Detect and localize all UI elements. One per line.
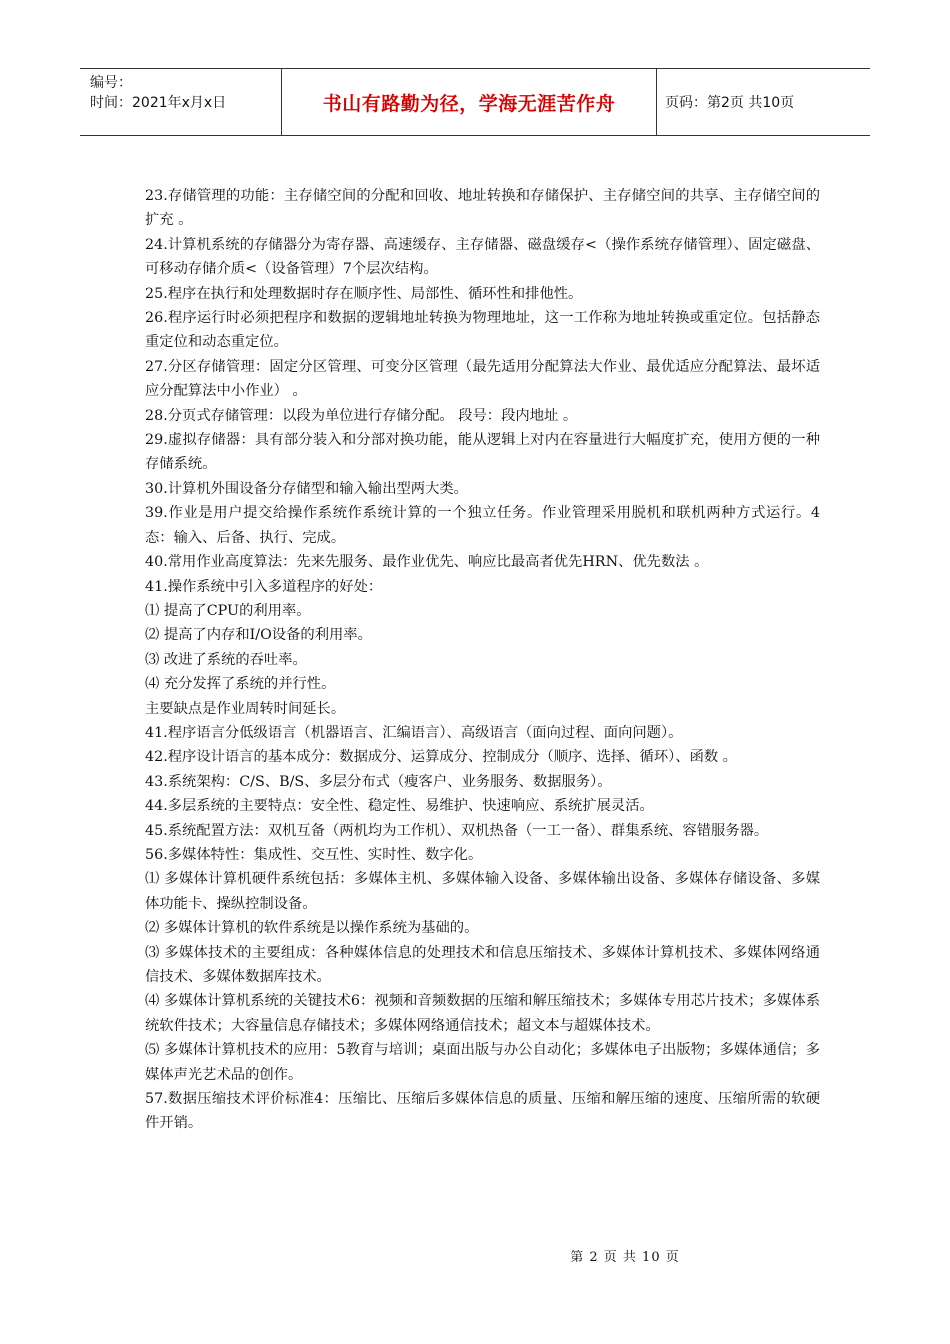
header-page-info: 页码：第2页 共10页: [665, 95, 795, 111]
paragraph: 45.系统配置方法：双机互备（两机均为工作机）、双机热备（一工一备）、群集系统、容错服务器。: [145, 822, 769, 839]
list-item: ⑷ 多媒体计算机系统的关键技术6：视频和音频数据的压缩和解压缩技术；多媒体专用芯片技术；多媒体系统软件技术；大容量信息存储技术；多媒体网络通信技术；超文本与超媒体技术。: [145, 993, 820, 1034]
list-item: ⑵ 提高了内存和I/O设备的利用率。: [145, 627, 372, 644]
time-label: 时间：2021年x月x日: [90, 95, 227, 111]
paragraph: 41.程序语言分低级语言（机器语言、汇编语言）、高级语言（面向过程、面向问题）。: [145, 724, 683, 741]
paragraph: 27.分区存储管理：固定分区管理、可变分区管理（最先适用分配算法大作业、最优适应分配算法、最坏适应分配算法中小作业） 。: [145, 358, 820, 400]
paragraph: 39.作业是用户提交给操作系统作系统计算的一个独立任务。作业管理采用脱机和联机两种方式运行。4态：输入、后备、执行、完成。: [145, 505, 820, 546]
list-item: ⑸ 多媒体计算机技术的应用：5教育与培训；桌面出版与办公自动化；多媒体电子出版物；多媒体通信；多媒体声光艺术品的创作。: [145, 1042, 820, 1083]
paragraph: 43.系统架构：C/S、B/S、多层分布式（瘦客户、业务服务、数据服务）。: [145, 773, 612, 790]
list-item: ⑶ 改进了系统的吞吐率。: [145, 651, 307, 668]
document-header: [80, 68, 870, 136]
list-item: ⑴ 多媒体计算机硬件系统包括：多媒体主机、多媒体输入设备、多媒体输出设备、多媒体存储设备、多媒体功能卡、操纵控制设备。: [145, 871, 820, 912]
paragraph: 28.分页式存储管理：以段为单位进行存储分配。 段号：段内地址 。: [145, 407, 578, 424]
list-item: ⑶ 多媒体技术的主要组成：各种媒体信息的处理技术和信息压缩技术、多媒体计算机技术、多媒体网络通信技术、多媒体数据库技术。: [145, 944, 820, 985]
paragraph: 26.程序运行时必须把程序和数据的逻辑地址转换为物理地址，这一工作称为地址转换或重定位。包括静态重定位和动态重定位。: [145, 310, 820, 351]
paragraph: 41.操作系统中引入多道程序的好处：: [145, 578, 383, 595]
paragraph: 42.程序设计语言的基本成分：数据成分、运算成分、控制成分（顺序、选择、循环）、函数 。: [145, 749, 738, 766]
paragraph: 56.多媒体特性：集成性、交互性、实时性、数字化。: [145, 846, 483, 863]
paragraph: 30.计算机外围设备分存储型和输入输出型两大类。: [145, 480, 468, 497]
header-meta: [80, 69, 282, 135]
paragraph: 44.多层系统的主要特点：安全性、稳定性、易维护、快速响应、系统扩展灵活。: [145, 798, 654, 815]
paragraph: 57.数据压缩技术评价标准4：压缩比、压缩后多媒体信息的质量、压缩和解压缩的速度、压缩所需的软硬件开销。: [145, 1091, 820, 1132]
paragraph: 25.程序在执行和处理数据时存在顺序性、局部性、循环性和排他性。: [145, 285, 583, 302]
paragraph: 29.虚拟存储器：具有部分装入和分部对换功能，能从逻辑上对内在容量进行大幅度扩充，使用方便的一种存储系统。: [145, 432, 820, 473]
header-motto: 书山有路勤为径，学海无涯苦作舟: [282, 69, 657, 135]
paragraph: 40.常用作业高度算法：先来先服务、最作业优先、响应比最高者优先HRN、优先数法 。: [145, 554, 709, 571]
number-label: 编号：: [90, 75, 132, 91]
paragraph: 24.计算机系统的存储器分为寄存器、高速缓存、主存储器、磁盘缓存<（操作系统存储管理）、固定磁盘、可移动存储介质<（设备管理）7个层次结构。: [145, 236, 820, 278]
page-footer: 第 2 页 共 10 页: [570, 1250, 680, 1265]
paragraph: 23.存储管理的功能：主存储空间的分配和回收、地址转换和存储保护、主存储空间的共享、主存储空间的扩充 。: [145, 188, 820, 229]
list-item: ⑷ 充分发挥了系统的并行性。: [145, 676, 336, 693]
paragraph: 主要缺点是作业周转时间延长。: [145, 700, 346, 717]
list-item: ⑴ 提高了CPU的利用率。: [145, 602, 311, 619]
list-item: ⑵ 多媒体计算机的软件系统是以操作系统为基础的。: [145, 920, 479, 937]
document-body: [145, 184, 820, 1136]
